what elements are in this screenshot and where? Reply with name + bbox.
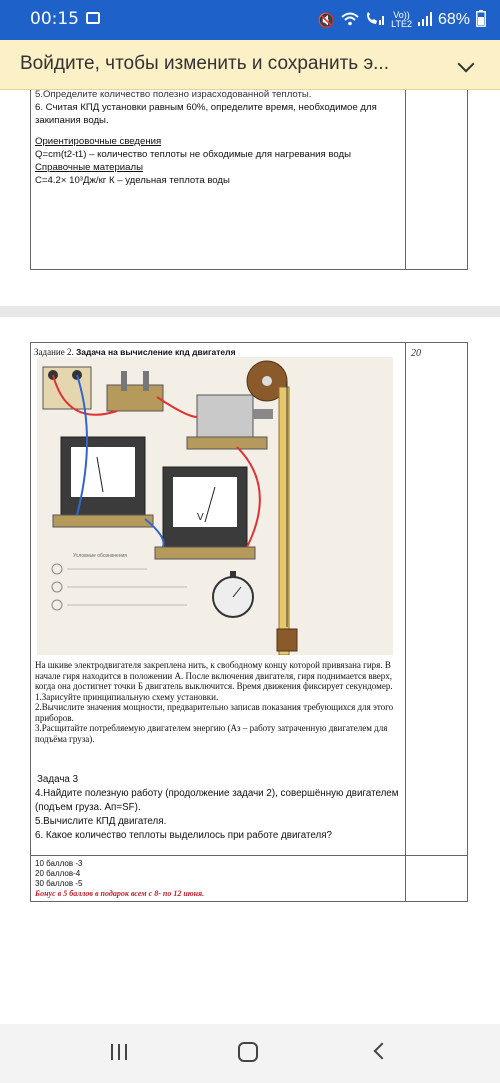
document-page-1	[0, 90, 500, 306]
status-time: 00:15	[30, 9, 79, 29]
status-icons	[318, 10, 486, 30]
line-6: 6. Считая КПД установки равным 60%, определите время, необходимое для закипания воды.	[35, 102, 377, 126]
orient-heading: Ориентировочные сведения	[35, 136, 162, 147]
chevron-down-icon[interactable]	[458, 56, 475, 73]
task3-title: Задача 3	[37, 774, 79, 785]
ref-heading: Справочные материалы	[35, 162, 143, 173]
task-heading	[34, 347, 236, 357]
gallery-notification-icon	[86, 12, 100, 24]
home-icon[interactable]	[238, 1042, 258, 1062]
task-table-2	[30, 342, 468, 902]
document-page-2	[0, 317, 500, 1024]
desc-para-4: 3.Расщитайте потребляемую двигателем энергию (Аз – работу затраченную двигателем для подъёма груза).	[35, 723, 388, 744]
task-title: Задача на вычисление кпд двигателя	[75, 347, 236, 357]
grade-2: 20 баллов-4	[35, 869, 81, 878]
task-description	[35, 660, 401, 744]
battery-percent: 68%	[437, 11, 470, 28]
navigation-bar	[0, 1024, 500, 1083]
call-signal-icon	[365, 12, 385, 29]
ammeter-illustration	[53, 437, 153, 527]
ref-text: С=4.2× 10³Дж/кг К – удельная теплота воды	[35, 175, 230, 186]
signal-icon	[418, 12, 432, 29]
desc-para-1: На шкиве электродвигателя закреплена нить, к свободному концу которой привязана гиря. В начале гиря находится в положении А. После включения двигателя, гиря поднимается вверх, когда она достигнет точки Б двигатель выключится. Время движения фиксирует секундомер.	[35, 660, 393, 691]
mute-icon: 🔇	[317, 12, 336, 28]
grade-3: 30 баллов -5	[35, 879, 83, 888]
task-3	[35, 773, 401, 843]
grade-1: 10 баллов -3	[35, 859, 83, 868]
battery-icon	[476, 10, 486, 30]
banner-title: Войдите, чтобы изменить и сохранить э...	[20, 53, 389, 74]
recent-apps-icon[interactable]	[111, 1044, 129, 1060]
orient-text: Q=cm(t2-t1) – количество теплоты не обходимые для нагревания воды	[35, 149, 351, 160]
task3-item-6: 6. Какое количество теплоты выделилось при работе двигателя?	[35, 830, 332, 841]
task-text-1	[35, 88, 401, 187]
desc-para-3: 2.Вычислите значения мощности, предварительно записав показания требующихся для этого приборов.	[35, 702, 394, 723]
bonus-note: Бонус в 5 баллов в подарок всем с 8- по 12 июня.	[35, 889, 205, 898]
back-icon[interactable]	[374, 1043, 391, 1060]
sign-in-banner[interactable]	[0, 40, 500, 90]
task-prefix: Задание 2.	[34, 347, 74, 357]
task3-item-5: 5.Вычислите КПД двигателя.	[35, 816, 167, 827]
legend-title: Условные обозначения	[73, 553, 128, 559]
status-bar	[0, 0, 500, 40]
task3-item-4: 4.Найдите полезную работу (продолжение задачи 2), совершённую двигателем (подъем груза. Ап=SF).	[35, 788, 399, 813]
desc-para-2: 1.Зарисуйте принципиальную схему установки.	[35, 691, 219, 702]
voltmeter-illustration	[155, 467, 255, 559]
task-score: 20	[411, 348, 421, 359]
clipped-line: 5.Определите количество полезно израсходованной теплоты.	[35, 89, 312, 100]
wifi-icon	[341, 12, 359, 29]
volte-indicator: Vo)) LTE2	[391, 10, 412, 29]
voltmeter-label: V	[197, 512, 204, 523]
setup-illustration	[37, 357, 393, 655]
task-table-1	[30, 90, 468, 270]
grading-scale	[35, 859, 401, 899]
